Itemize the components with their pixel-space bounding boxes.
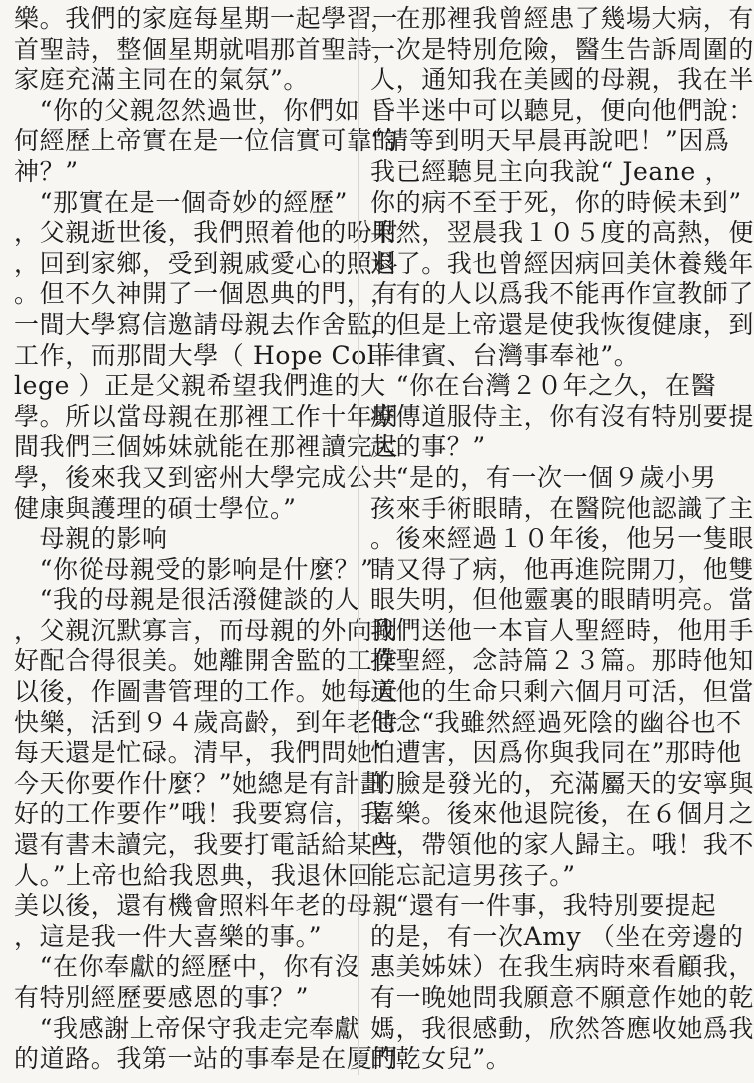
text-line: 間我們三個姊妹就能在那裡讀完大 bbox=[14, 432, 399, 462]
text-line: 有一晚她問我願意不願意作她的乾 bbox=[370, 983, 754, 1012]
text-line: 人，通知我在美國的母親，我在半 bbox=[370, 65, 754, 95]
text-line: 今天你要作什麼？”她總是有計劃 bbox=[14, 768, 386, 798]
text-line: 學。所以當母親在那裡工作十年期 bbox=[14, 401, 399, 431]
text-line: 媽，我很感動，欣然答應收她爲我 bbox=[370, 1013, 754, 1043]
text-line: lege ）正是父親希望我們進的大 bbox=[14, 371, 386, 401]
text-line: ，但是上帝還是使我恢復健康，到 bbox=[370, 309, 754, 339]
text-line: 眼失明，但他靈裏的眼睛明亮。當 bbox=[370, 585, 754, 615]
text-line: 快樂，活到９４歲高齡，到年老時 bbox=[14, 707, 399, 737]
text-line: “你從母親受的影响是什麼？” bbox=[14, 554, 374, 584]
text-line: 我已經聽見主向我說“ Jeane ， bbox=[370, 156, 731, 186]
text-line: 的乾女兒”。 bbox=[370, 1044, 512, 1074]
text-line: 首聖詩，整個星期就唱那首聖詩， bbox=[14, 34, 399, 64]
text-line: 喜樂。後來他退院後，在６個月之 bbox=[370, 799, 754, 829]
text-line: 工作，而那間大學（ Hope Col－ bbox=[14, 340, 402, 370]
text-line: 好配合得很美。她離開舍監的工作 bbox=[14, 646, 399, 676]
text-line: 孩來手術眼睛，在醫院他認識了主 bbox=[370, 493, 754, 523]
text-line: 起的事？” bbox=[370, 432, 486, 462]
text-line: “我感謝上帝保守我走完奉獻 bbox=[14, 1013, 361, 1043]
text-line: 好的工作要作”哦！我要寫信，我 bbox=[14, 799, 386, 829]
text-line: ，回到家鄉，受到親戚愛心的照料 bbox=[14, 248, 399, 278]
text-line: 的是，有一次Amy （坐在旁邊的 bbox=[370, 921, 744, 951]
text-line: ，父親沉默寡言，而母親的外向剛 bbox=[14, 615, 399, 645]
text-line: 果然，翌晨我１０５度的高熱，便 bbox=[370, 218, 754, 248]
text-line: ，有的人以爲我不能再作宣教師了 bbox=[370, 279, 754, 309]
text-line: 學，後來我又到密州大學完成公共 bbox=[14, 462, 399, 492]
text-line: 內，帶領他的家人歸主。哦！我不 bbox=[370, 830, 754, 860]
text-line: 有特別經歷要感恩的事？” bbox=[14, 983, 309, 1012]
text-line: 摸聖經，念詩篇２３篇。那時他知 bbox=[370, 646, 754, 676]
text-line: 他念“我雖然經過死陰的幽谷也不 bbox=[370, 707, 742, 737]
text-line: 你的病不至于死，你的時候未到” bbox=[370, 187, 742, 217]
text-line: 樂。我們的家庭每星期一起學習一 bbox=[14, 4, 399, 33]
text-line: 的道路。我第一站的事奉是在厦門 bbox=[14, 1044, 399, 1074]
left-column bbox=[14, 4, 402, 1075]
text-line: 一間大學寫信邀請母親去作舍監的 bbox=[14, 309, 399, 339]
text-line: 健康與護理的碩士學位。” bbox=[14, 493, 297, 523]
text-line: 人。”上帝也給我恩典，我退休回 bbox=[14, 860, 374, 890]
text-line: 何經歷上帝實在是一位信實可靠的 bbox=[14, 126, 399, 156]
text-line: 每天還是忙碌。清早，我們問她“ bbox=[14, 738, 386, 768]
text-line: 我們送他一本盲人聖經時，他用手 bbox=[370, 615, 754, 645]
text-line: “在你奉獻的經歷中，你有沒 bbox=[14, 952, 361, 982]
text-line: 還有書未讀完，我要打電話給某些 bbox=[14, 830, 399, 860]
text-line: “我的母親是很活潑健談的人 bbox=[14, 585, 361, 615]
text-line: ，這是我一件大喜樂的事。” bbox=[14, 921, 323, 951]
text-line: “是的，有一次一個９歲小男 bbox=[370, 462, 717, 492]
text-line: ，在那裡我曾經患了幾場大病，有 bbox=[370, 4, 754, 33]
text-line: 退了。我也曾經因病回美休養幾年 bbox=[370, 248, 754, 278]
text-line: 美以後，還有機會照料年老的母親 bbox=[14, 891, 399, 921]
text-line: 道他的生命只剩六個月可活，但當 bbox=[370, 677, 754, 707]
text-line: 昏半迷中可以聽見，便向他們說： bbox=[370, 95, 754, 125]
text-line: 睛又得了病，他再進院開刀，他雙 bbox=[370, 554, 754, 584]
text-line: 母親的影响 bbox=[14, 524, 168, 554]
text-line: “你在台灣２０年之久，在醫 bbox=[370, 371, 717, 401]
text-line: 惠美姊妹）在我生病時來看顧我， bbox=[370, 952, 754, 982]
text-line: “那實在是一個奇妙的經歷” bbox=[14, 187, 348, 217]
text-line: “請等到明天早晨再說吧！”因爲 bbox=[370, 126, 730, 156]
text-line: 菲律賓、台灣事奉祂”。 bbox=[370, 340, 640, 370]
text-line: 療傳道服侍主，你有沒有特別要提 bbox=[370, 401, 754, 431]
text-line: 。後來經過１０年後，他另一隻眼 bbox=[370, 524, 754, 554]
text-line: “還有一件事，我特別要提起 bbox=[370, 891, 717, 921]
column-divider bbox=[358, 6, 359, 1075]
text-line: 的臉是發光的，充滿屬天的安寧與 bbox=[370, 768, 754, 798]
text-line: 以後，作圖書管理的工作。她每天 bbox=[14, 677, 399, 707]
text-line: 家庭充滿主同在的氣氛”。 bbox=[14, 65, 309, 95]
text-line: 。但不久神開了一個恩典的門，有 bbox=[14, 279, 399, 309]
text-line: 神？” bbox=[14, 156, 79, 186]
right-column bbox=[370, 4, 754, 1075]
text-line: 一次是特別危險，醫生告訴周圍的 bbox=[370, 34, 754, 64]
text-line: 怕遭害，因爲你與我同在”那時他 bbox=[370, 738, 742, 768]
text-line: ，父親逝世後，我們照着他的吩咐 bbox=[14, 218, 399, 248]
text-line: 能忘記這男孩子。” bbox=[370, 860, 576, 890]
text-line: “你的父親忽然過世，你們如 bbox=[14, 95, 361, 125]
